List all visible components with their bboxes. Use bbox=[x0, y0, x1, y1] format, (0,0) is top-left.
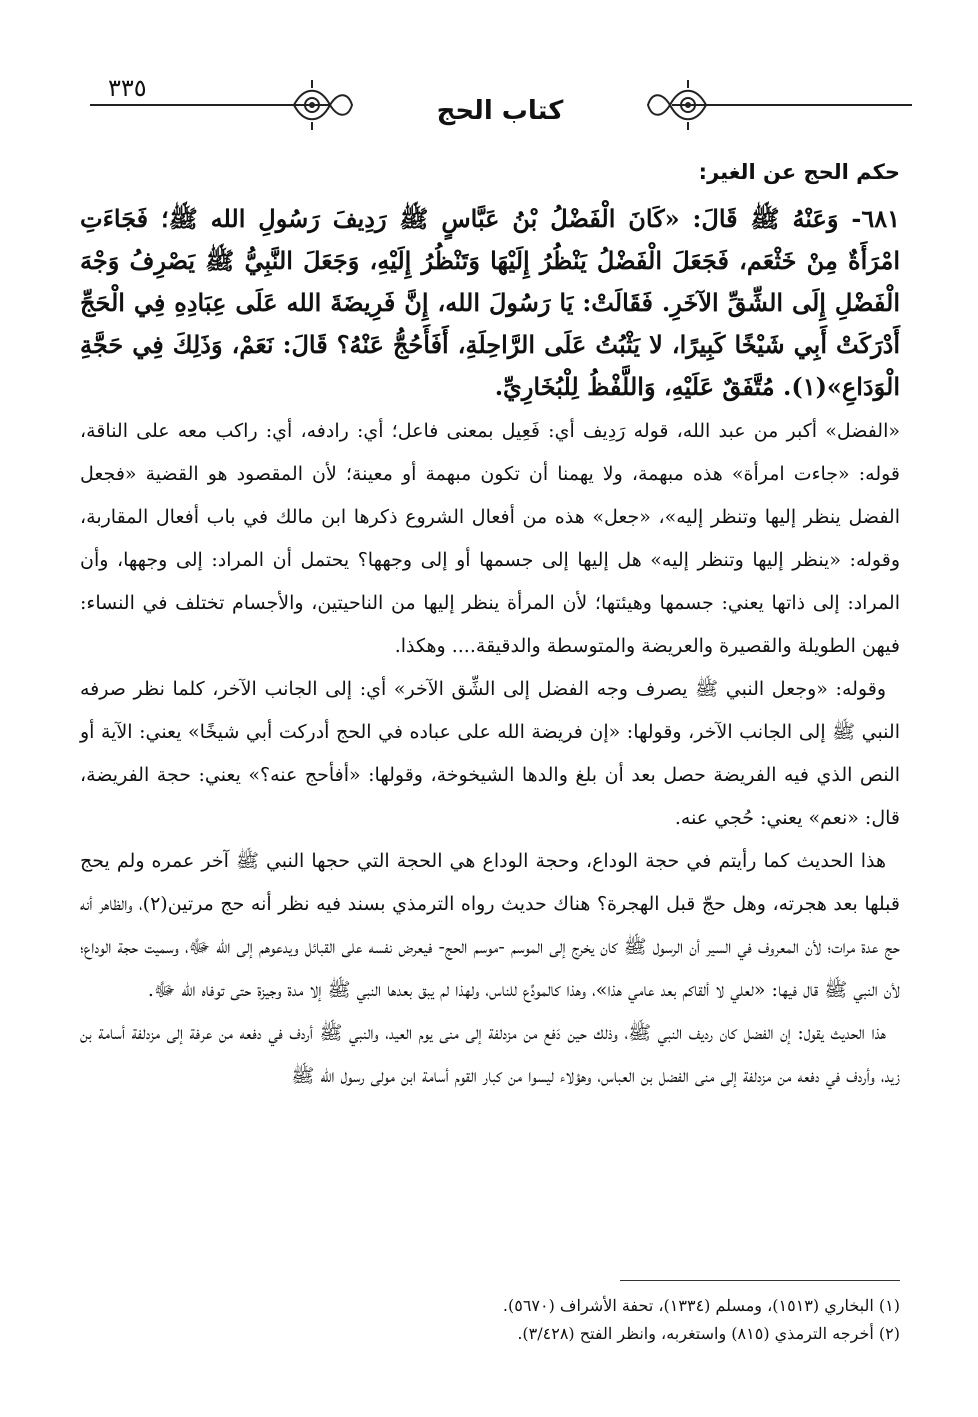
hadith-text: ٦٨١- وَعَنْهُ ﷺ قَالَ: «كَانَ الْفَضْلُ بْنُ عَبَّاسٍ ﷺ رَدِيفَ رَسُولِ الله ﷺ؛ فَجَاءَتِ امْرَأَةٌ مِنْ خَثْعَم، فَجَعَلَ الْفَضْلُ يَنْظُرُ إِلَيْهَا وَتَنْظُرُ إِلَيْهِ، وَجَعَلَ النَّبِيُّ ﷺ يَصْرِفُ وَجْهَ الْفَضْلِ إِلَى الشِّقِّ الآخَرِ. فَقَالَتْ: يَا رَسُولَ الله، إِنَّ فَرِيضَةَ الله عَلَى عِبَادِهِ فِي الْحَجِّ أَدْرَكَتْ أَبِي شَيْخًا كَبِيرًا، لا يَثْبُتُ عَلَى الرَّاحِلَةِ، أَفَأَحُجُّ عَنْهُ؟ قَالَ: نَعَمْ، وَذَلِكَ فِي حَجَّةِ الْوَدَاعِ»(١). مُتَّفَقٌ عَلَيْهِ، وَاللَّفْظُ لِلْبُخَارِيِّ. bbox=[80, 204, 900, 401]
footnote-divider bbox=[620, 1280, 900, 1281]
ornament-right-icon bbox=[646, 76, 710, 134]
section-heading: حكم الحج عن الغير: bbox=[698, 160, 900, 184]
page-header bbox=[90, 70, 912, 140]
ornament-left-icon bbox=[290, 76, 354, 134]
footnote: (١) البخاري (١٥١٣)، ومسلم (١٣٣٤)، تحفة الأشراف (٥٦٧٠). bbox=[502, 1296, 900, 1315]
main-text bbox=[80, 150, 900, 1098]
book-title: كتاب الحج bbox=[436, 96, 564, 126]
commentary-paragraph: هذا الحديث يقول: إن الفضل كان رديف النبي ﷺ، وذلك حين دَفع من مزدلفة إلى منى يوم العيد، والنبي ﷺ أردف في دفعه من عرفة إلى مزدلفة أسامة بن زيد، وأردف في دفعه من مزدلفة إلى منى الفضل بن العباس، وهؤلاء ليسوا من كبار القوم أسامة ابن مولى رسول الله ﷺ bbox=[80, 1022, 900, 1087]
page-number: ٣٣٥ bbox=[108, 74, 147, 102]
title-band bbox=[290, 76, 710, 134]
commentary-paragraph: «الفضل» أكبر من عبد الله، قوله رَدِيف أي: فَعِيل بمعنى فاعل؛ أي: رادفه، أي: راكب معه على الناقة، قوله: «جاءت امرأة» هذه مبهمة، ولا يهمنا أن تكون مبهمة أو معينة؛ لأن المقصود هو القضية «فجعل الفضل ينظر إليها وتنظر إليه»، «جعل» هذه من أفعال الشروع ذكرها ابن مالك في باب أفعال المقاربة، وقوله: «ينظر إليها وتنظر إليه» هل إليها إلى جسمها أو إلى وجهها؟ يحتمل أن المراد: إلى وجهها، وأن المراد: إلى ذاتها يعني: جسمها وهيئتها؛ لأن المرأة ينظر إليها من الناحيتين، والأجسام تختلف في النساء: فيهن الطويلة والقصيرة والعريضة والمتوسطة والدقيقة.... وهكذا. bbox=[80, 420, 900, 657]
commentary-paragraph: هذا الحديث كما رأيتم في حجة الوداع، وحجة الوداع هي الحجة التي حجها النبي ﷺ آخر عمره ولم يحج قبلها بعد هجرته، وهل حجّ قبل الهجرة؟ هناك حديث رواه الترمذي بسند فيه نظر أنه حج مرتين(٢)، والظاهر أنه حج عدة مرات؛ لأن المعروف في السير أن الرسول ﷺ كان يخرج إلى الموسم -موسم الحج- فيعرض نفسه على القبائل ويدعوهم إلى الله ﷻ، وسميت حجة الوداع؛ لأن النبي ﷺ قال فيها: «لعلي لا ألقاكم بعد عامي هذا»، وهذا كالمودِّع للناس، ولهذا لم يبق بعدها النبي ﷺ إلا مدة وجيزة حتى توفاه الله ﷻ. bbox=[80, 850, 900, 1001]
footnote: (٢) أخرجه الترمذي (٨١٥) واستغربه، وانظر الفتح (٣/٤٢٨). bbox=[517, 1324, 900, 1343]
footnotes bbox=[80, 1292, 900, 1348]
commentary-paragraph: وقوله: «وجعل النبي ﷺ يصرف وجه الفضل إلى الشِّق الآخر» أي: إلى الجانب الآخر، كلما نظر صرفه النبي ﷺ إلى الجانب الآخر، وقولها: «إن فريضة الله على عباده في الحج أدركت أبي شيخًا» يعني: الآية أو النص الذي فيه الفريضة حصل بعد أن بلغ والدها الشيخوخة، وقولها: «أفأحج عنه؟» يعني: حجة الفريضة، قال: «نعم» يعني: حُجي عنه. bbox=[80, 678, 900, 829]
